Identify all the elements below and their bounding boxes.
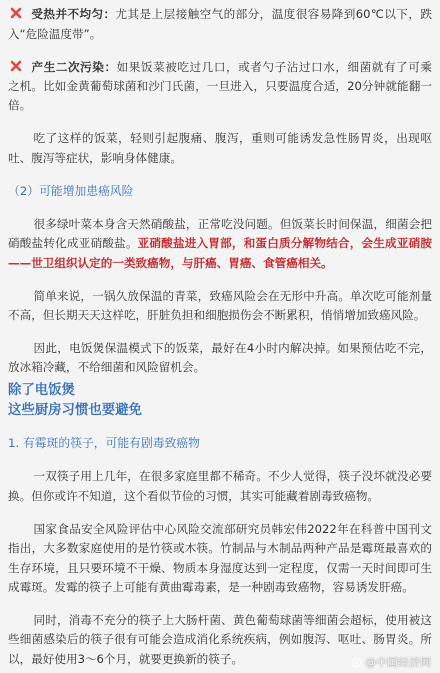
watermark-logo-icon <box>351 657 362 668</box>
consequence-paragraph <box>8 129 432 168</box>
paragraph-line <box>8 58 432 77</box>
paragraph-line <box>8 5 432 24</box>
nitrite-paragraph <box>8 215 432 273</box>
paragraph-line: 生存环境，且只要环境不干燥、物质本身湿度达到一定程度，仅需一天时间即可生 <box>8 560 432 575</box>
paragraph-line: 简单来说，一锅久放保温的青菜，致癌风险会在无形中升高。单次吃可能剂量 <box>33 288 432 303</box>
paragraph-line <box>8 234 432 253</box>
paragraph-line: 因此，电饭煲保温模式下的饭菜，最好在4小时内解决掉。如果预估吃不完， <box>33 340 432 355</box>
risk-item-secondary-contamination <box>8 58 432 116</box>
cancer-risk-heading-block <box>8 182 432 201</box>
chopsticks-intro-paragraph <box>8 467 432 506</box>
paragraph-line: 之机。比如金黄葡萄球菌和沙门氏菌，一旦进入，只要温度合适，20分钟就能翻一 <box>8 79 432 94</box>
kitchen-habits-title <box>8 381 432 420</box>
watermark <box>351 654 431 670</box>
paragraph-line: 入“危险温度带”。 <box>8 26 102 41</box>
cross-mark-icon <box>10 7 22 19</box>
advice-paragraph <box>8 339 432 378</box>
paragraph-line: 指出，大多数家庭使用的是竹筷或木筷。竹制品与木制品两种产品是霉斑最喜欢的 <box>8 541 432 556</box>
summary-paragraph <box>8 287 432 326</box>
paragraph-line: 以，最好使用3～6个月，就要更换新的筷子。 <box>8 651 244 666</box>
title-line: 除了电饭煲 <box>8 383 75 399</box>
paragraph-line: 不高，但长期天天这样吃，肝脏负担和细胞损伤会不断累积，悄悄增加致癌风险。 <box>8 307 426 322</box>
paragraph-line: 成霉斑。发霉的筷子上可能有黄曲霉毒素，是一种剧毒致癌物，容易诱发肝癌。 <box>8 580 414 595</box>
title-line: 这些厨房习惯也要避免 <box>8 402 142 418</box>
risk-item-label: 受热并不均匀： <box>31 7 116 22</box>
paragraph-line: 吃了这样的饭菜，轻则引起腹痛、腹泻，重则可能诱发急性肠胃炎，出现呕 <box>33 131 432 146</box>
section-heading: （2）可能增加患癌风险 <box>8 183 134 198</box>
highlight-text: 亚硝酸盐进入胃部，和蛋白质分解物结合，会生成亚硝胺 <box>137 236 432 251</box>
risk-item-text: 尤其是上层接触空气的部分，温度很容易降到60℃以下，跌 <box>115 7 432 22</box>
paragraph-line: 国家食品安全风险评估中心风险交流部研究员韩宏伟2022年在科普中国刊文 <box>33 521 432 536</box>
risk-item-text: 如果饭菜被吃过几口，或者勺子沾过口水，细菌就有了可乘 <box>116 59 432 74</box>
paragraph-line: 一双筷子用上几年，在很多家庭里都不稀奇。不少人觉得，筷子没坏就没必要 <box>33 469 432 484</box>
paragraph-line: 倍。 <box>8 98 32 113</box>
section-heading: 1. 有霉斑的筷子，可能有剧毒致癌物 <box>8 436 200 451</box>
moldy-chopsticks-heading-block <box>8 434 432 453</box>
paragraph-text: 硝酸盐转化成亚硝酸盐。 <box>8 236 138 251</box>
paragraph-line: 吐、腹泻等症状，影响身体健康。 <box>8 150 182 165</box>
paragraph-line: 同时，消毒不充分的筷子上大肠杆菌、黄色葡萄球菌等细菌会超标，使用被这 <box>33 613 432 627</box>
paragraph-line: 很多绿叶菜本身含天然硝酸盐，正常吃没问题。但饭菜长时间保温，细菌会把 <box>33 216 432 231</box>
watermark-text: @中国经济网 <box>365 656 431 669</box>
chopsticks-expert-paragraph <box>8 520 432 598</box>
risk-item-uneven-heating <box>8 5 432 44</box>
paragraph-line: 些细菌感染后的筷子很有可能会造成消化系统疾病，例如腹泻、呕吐、肠胃炎。所 <box>8 632 432 647</box>
highlight-text: ——世卫组织认定的一类致癌物，与肝癌、胃癌、食管癌相关。 <box>8 255 333 270</box>
paragraph-line <box>8 254 432 273</box>
risk-item-label: 产生二次污染： <box>31 59 117 74</box>
paragraph-line: 放冰箱冷藏，不给细菌和风险留机会。 <box>8 360 206 375</box>
paragraph-line: 换。但你或许不知道，这个看似节俭的习惯，其实可能藏着剧毒致癌物。 <box>8 488 380 503</box>
cross-mark-icon <box>10 60 22 72</box>
